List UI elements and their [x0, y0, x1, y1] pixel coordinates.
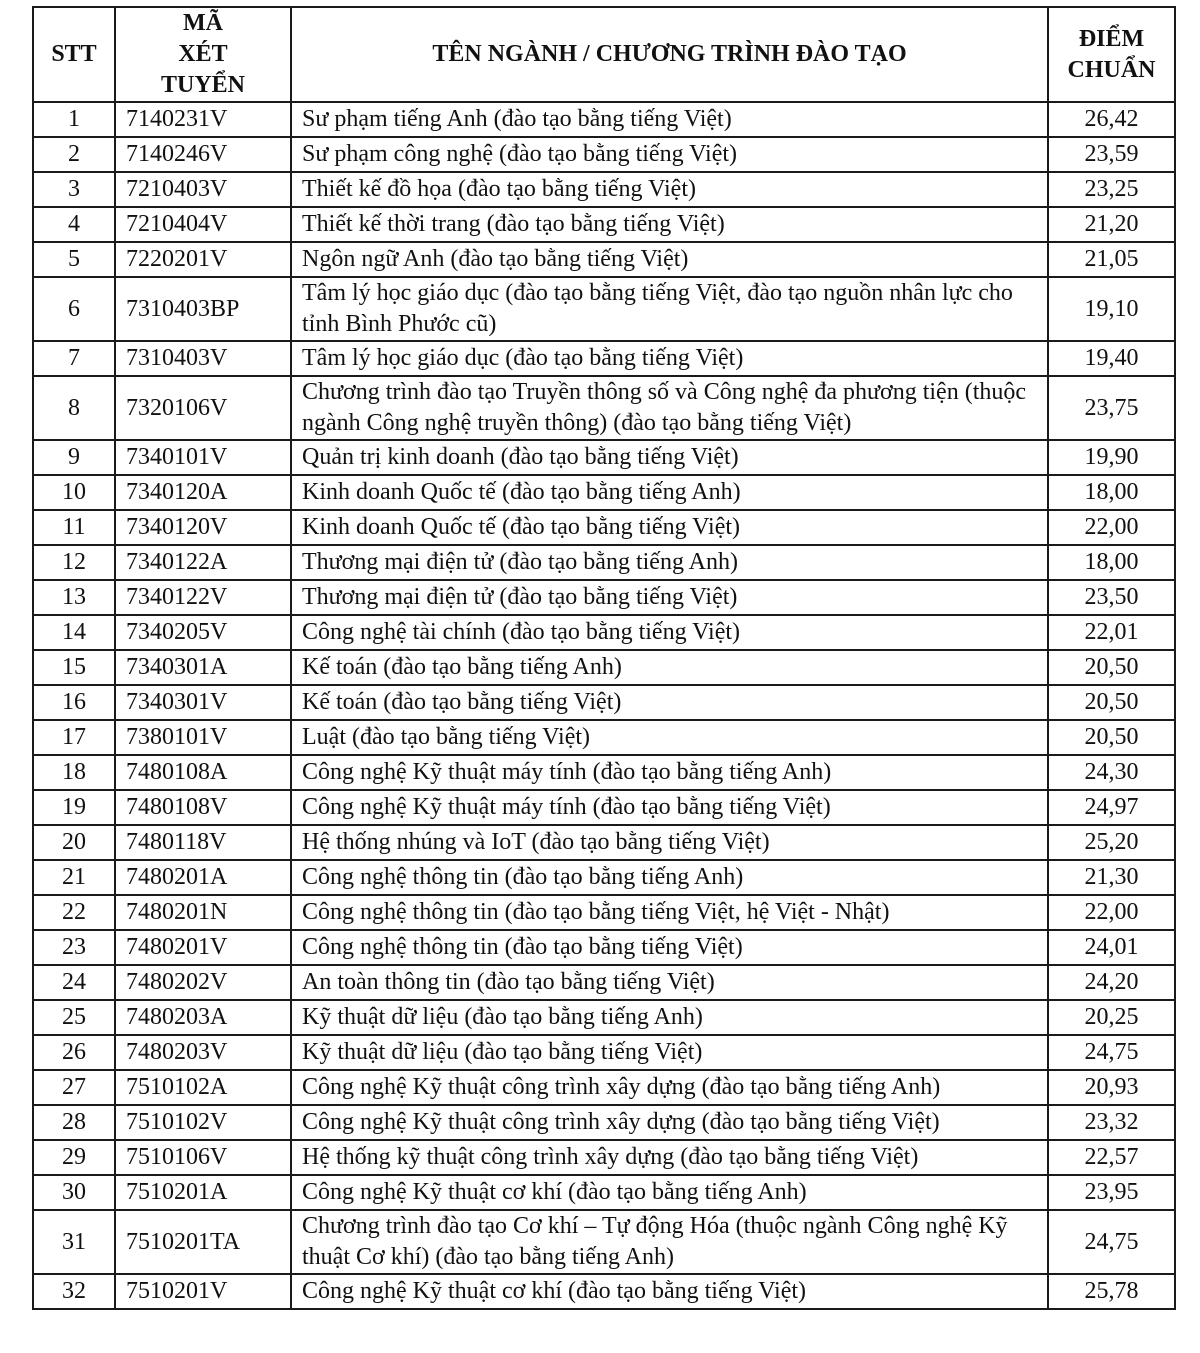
row-program-name: Kế toán (đào tạo bằng tiếng Anh): [291, 650, 1048, 685]
table-row: [33, 1274, 1175, 1309]
table-header-row: [33, 7, 1175, 102]
row-stt: 1: [33, 102, 115, 137]
row-stt: 22: [33, 895, 115, 930]
row-program-name: Thương mại điện tử (đào tạo bằng tiếng Việt): [291, 580, 1048, 615]
table-row: [33, 137, 1175, 172]
row-cutoff-score: 21,05: [1048, 242, 1175, 277]
row-cutoff-score: 22,00: [1048, 895, 1175, 930]
row-stt: 32: [33, 1274, 115, 1309]
row-admission-code: 7480201A: [115, 860, 291, 895]
row-cutoff-score: 20,50: [1048, 720, 1175, 755]
row-admission-code: 7340205V: [115, 615, 291, 650]
row-stt: 17: [33, 720, 115, 755]
row-cutoff-score: 18,00: [1048, 545, 1175, 580]
row-admission-code: 7480201N: [115, 895, 291, 930]
row-admission-code: 7210403V: [115, 172, 291, 207]
row-cutoff-score: 21,30: [1048, 860, 1175, 895]
row-program-name: Chương trình đào tạo Truyền thông số và Công nghệ đa phương tiện (thuộc ngành Công nghệ truyền thông) (đào tạo bằng tiếng Việt): [291, 376, 1048, 440]
row-program-name: Hệ thống nhúng và IoT (đào tạo bằng tiếng Việt): [291, 825, 1048, 860]
row-admission-code: 7480108A: [115, 755, 291, 790]
row-stt: 29: [33, 1140, 115, 1175]
row-cutoff-score: 24,01: [1048, 930, 1175, 965]
row-cutoff-score: 22,00: [1048, 510, 1175, 545]
row-program-name: Công nghệ Kỹ thuật máy tính (đào tạo bằng tiếng Việt): [291, 790, 1048, 825]
row-cutoff-score: 24,20: [1048, 965, 1175, 1000]
row-cutoff-score: 25,78: [1048, 1274, 1175, 1309]
row-program-name: Luật (đào tạo bằng tiếng Việt): [291, 720, 1048, 755]
row-cutoff-score: 19,90: [1048, 440, 1175, 475]
table-row: [33, 440, 1175, 475]
row-stt: 14: [33, 615, 115, 650]
row-stt: 10: [33, 475, 115, 510]
row-stt: 19: [33, 790, 115, 825]
row-stt: 2: [33, 137, 115, 172]
row-admission-code: 7480203V: [115, 1035, 291, 1070]
table-row: [33, 1000, 1175, 1035]
table-row: [33, 615, 1175, 650]
row-cutoff-score: 20,93: [1048, 1070, 1175, 1105]
row-admission-code: 7220201V: [115, 242, 291, 277]
row-cutoff-score: 24,97: [1048, 790, 1175, 825]
row-program-name: Thiết kế thời trang (đào tạo bằng tiếng Việt): [291, 207, 1048, 242]
row-program-name: Công nghệ Kỹ thuật cơ khí (đào tạo bằng tiếng Việt): [291, 1274, 1048, 1309]
header-stt: STT: [33, 7, 115, 102]
row-admission-code: 7510106V: [115, 1140, 291, 1175]
table-row: [33, 895, 1175, 930]
row-admission-code: 7340120V: [115, 510, 291, 545]
table-row: [33, 685, 1175, 720]
row-program-name: Thương mại điện tử (đào tạo bằng tiếng Anh): [291, 545, 1048, 580]
row-program-name: Kế toán (đào tạo bằng tiếng Việt): [291, 685, 1048, 720]
table-row: [33, 545, 1175, 580]
table-row: [33, 102, 1175, 137]
row-cutoff-score: 26,42: [1048, 102, 1175, 137]
row-admission-code: 7380101V: [115, 720, 291, 755]
row-admission-code: 7510102A: [115, 1070, 291, 1105]
table-row: [33, 825, 1175, 860]
row-program-name: An toàn thông tin (đào tạo bằng tiếng Việt): [291, 965, 1048, 1000]
table-row: [33, 341, 1175, 376]
row-stt: 23: [33, 930, 115, 965]
header-score-line: ĐIỂM: [1078, 25, 1145, 52]
row-stt: 15: [33, 650, 115, 685]
row-cutoff-score: 24,75: [1048, 1210, 1175, 1274]
row-stt: 24: [33, 965, 115, 1000]
table-row: [33, 277, 1175, 341]
row-stt: 31: [33, 1210, 115, 1274]
row-admission-code: 7140246V: [115, 137, 291, 172]
table-row: [33, 510, 1175, 545]
row-program-name: Sư phạm công nghệ (đào tạo bằng tiếng Việt): [291, 137, 1048, 172]
row-admission-code: 7510201V: [115, 1274, 291, 1309]
row-cutoff-score: 22,57: [1048, 1140, 1175, 1175]
row-program-name: Sư phạm tiếng Anh (đào tạo bằng tiếng Việt): [291, 102, 1048, 137]
table-row: [33, 172, 1175, 207]
row-stt: 3: [33, 172, 115, 207]
row-admission-code: 7340301A: [115, 650, 291, 685]
row-stt: 4: [33, 207, 115, 242]
row-program-name: Công nghệ Kỹ thuật máy tính (đào tạo bằng tiếng Anh): [291, 755, 1048, 790]
row-stt: 18: [33, 755, 115, 790]
row-stt: 30: [33, 1175, 115, 1210]
row-stt: 9: [33, 440, 115, 475]
table-row: [33, 580, 1175, 615]
row-admission-code: 7340122V: [115, 580, 291, 615]
header-code-line: MÃ: [183, 10, 223, 36]
table-row: [33, 930, 1175, 965]
row-cutoff-score: 20,50: [1048, 650, 1175, 685]
table-row: [33, 720, 1175, 755]
header-code-line: TUYỂN: [160, 72, 245, 98]
row-stt: 13: [33, 580, 115, 615]
table-body: [33, 102, 1175, 1309]
row-admission-code: 7480201V: [115, 930, 291, 965]
row-program-name: Công nghệ Kỹ thuật công trình xây dựng (đào tạo bằng tiếng Việt): [291, 1105, 1048, 1140]
row-cutoff-score: 21,20: [1048, 207, 1175, 242]
row-cutoff-score: 25,20: [1048, 825, 1175, 860]
header-admission-code: [115, 7, 291, 102]
table-row: [33, 1175, 1175, 1210]
row-stt: 20: [33, 825, 115, 860]
header-cutoff-score: [1048, 7, 1175, 102]
header-code-line: XÉT: [178, 41, 228, 67]
header-program-name: TÊN NGÀNH / CHƯƠNG TRÌNH ĐÀO TẠO: [291, 7, 1048, 102]
row-program-name: Công nghệ Kỹ thuật cơ khí (đào tạo bằng tiếng Anh): [291, 1175, 1048, 1210]
row-cutoff-score: 23,59: [1048, 137, 1175, 172]
table-row: [33, 755, 1175, 790]
header-score-line: CHUẨN: [1067, 56, 1156, 83]
row-admission-code: 7480202V: [115, 965, 291, 1000]
table-row: [33, 1210, 1175, 1274]
row-stt: 16: [33, 685, 115, 720]
row-admission-code: 7310403BP: [115, 277, 291, 341]
row-cutoff-score: 24,75: [1048, 1035, 1175, 1070]
row-program-name: Quản trị kinh doanh (đào tạo bằng tiếng Việt): [291, 440, 1048, 475]
row-stt: 7: [33, 341, 115, 376]
table-row: [33, 1105, 1175, 1140]
row-cutoff-score: 22,01: [1048, 615, 1175, 650]
row-cutoff-score: 23,95: [1048, 1175, 1175, 1210]
row-program-name: Ngôn ngữ Anh (đào tạo bằng tiếng Việt): [291, 242, 1048, 277]
row-stt: 26: [33, 1035, 115, 1070]
row-cutoff-score: 23,32: [1048, 1105, 1175, 1140]
row-cutoff-score: 19,40: [1048, 341, 1175, 376]
row-admission-code: 7340301V: [115, 685, 291, 720]
row-admission-code: 7140231V: [115, 102, 291, 137]
row-stt: 6: [33, 277, 115, 341]
table-row: [33, 475, 1175, 510]
table-row: [33, 1035, 1175, 1070]
row-cutoff-score: 23,50: [1048, 580, 1175, 615]
row-stt: 5: [33, 242, 115, 277]
row-cutoff-score: 19,10: [1048, 277, 1175, 341]
row-admission-code: 7480118V: [115, 825, 291, 860]
row-admission-code: 7310403V: [115, 341, 291, 376]
table-row: [33, 1070, 1175, 1105]
table-row: [33, 242, 1175, 277]
row-program-name: Công nghệ Kỹ thuật công trình xây dựng (đào tạo bằng tiếng Anh): [291, 1070, 1048, 1105]
row-program-name: Công nghệ thông tin (đào tạo bằng tiếng Việt): [291, 930, 1048, 965]
table-row: [33, 965, 1175, 1000]
table-row: [33, 650, 1175, 685]
row-program-name: Tâm lý học giáo dục (đào tạo bằng tiếng Việt): [291, 341, 1048, 376]
row-cutoff-score: 20,25: [1048, 1000, 1175, 1035]
row-cutoff-score: 23,25: [1048, 172, 1175, 207]
row-cutoff-score: 23,75: [1048, 376, 1175, 440]
table-row: [33, 376, 1175, 440]
row-stt: 8: [33, 376, 115, 440]
admission-score-table: [32, 6, 1176, 1310]
row-admission-code: 7340122A: [115, 545, 291, 580]
table-row: [33, 790, 1175, 825]
row-admission-code: 7510102V: [115, 1105, 291, 1140]
row-admission-code: 7340120A: [115, 475, 291, 510]
row-program-name: Kinh doanh Quốc tế (đào tạo bằng tiếng Anh): [291, 475, 1048, 510]
row-program-name: Kỹ thuật dữ liệu (đào tạo bằng tiếng Anh): [291, 1000, 1048, 1035]
row-admission-code: 7480108V: [115, 790, 291, 825]
row-program-name: Công nghệ thông tin (đào tạo bằng tiếng Anh): [291, 860, 1048, 895]
row-program-name: Chương trình đào tạo Cơ khí – Tự động Hóa (thuộc ngành Công nghệ Kỹ thuật Cơ khí) (đào tạo bằng tiếng Anh): [291, 1210, 1048, 1274]
row-program-name: Thiết kế đồ họa (đào tạo bằng tiếng Việt): [291, 172, 1048, 207]
row-cutoff-score: 18,00: [1048, 475, 1175, 510]
table-row: [33, 1140, 1175, 1175]
row-admission-code: 7340101V: [115, 440, 291, 475]
row-program-name: Kinh doanh Quốc tế (đào tạo bằng tiếng Việt): [291, 510, 1048, 545]
row-program-name: Công nghệ thông tin (đào tạo bằng tiếng Việt, hệ Việt - Nhật): [291, 895, 1048, 930]
row-admission-code: 7510201TA: [115, 1210, 291, 1274]
row-admission-code: 7480203A: [115, 1000, 291, 1035]
row-stt: 25: [33, 1000, 115, 1035]
row-program-name: Tâm lý học giáo dục (đào tạo bằng tiếng Việt, đào tạo nguồn nhân lực cho tỉnh Bình Phước cũ): [291, 277, 1048, 341]
row-admission-code: 7210404V: [115, 207, 291, 242]
row-admission-code: 7510201A: [115, 1175, 291, 1210]
row-cutoff-score: 24,30: [1048, 755, 1175, 790]
row-admission-code: 7320106V: [115, 376, 291, 440]
row-cutoff-score: 20,50: [1048, 685, 1175, 720]
row-stt: 27: [33, 1070, 115, 1105]
row-stt: 28: [33, 1105, 115, 1140]
row-program-name: Công nghệ tài chính (đào tạo bằng tiếng Việt): [291, 615, 1048, 650]
table-row: [33, 860, 1175, 895]
row-stt: 21: [33, 860, 115, 895]
row-program-name: Hệ thống kỹ thuật công trình xây dựng (đào tạo bằng tiếng Việt): [291, 1140, 1048, 1175]
table-row: [33, 207, 1175, 242]
row-stt: 11: [33, 510, 115, 545]
row-program-name: Kỹ thuật dữ liệu (đào tạo bằng tiếng Việt): [291, 1035, 1048, 1070]
row-stt: 12: [33, 545, 115, 580]
